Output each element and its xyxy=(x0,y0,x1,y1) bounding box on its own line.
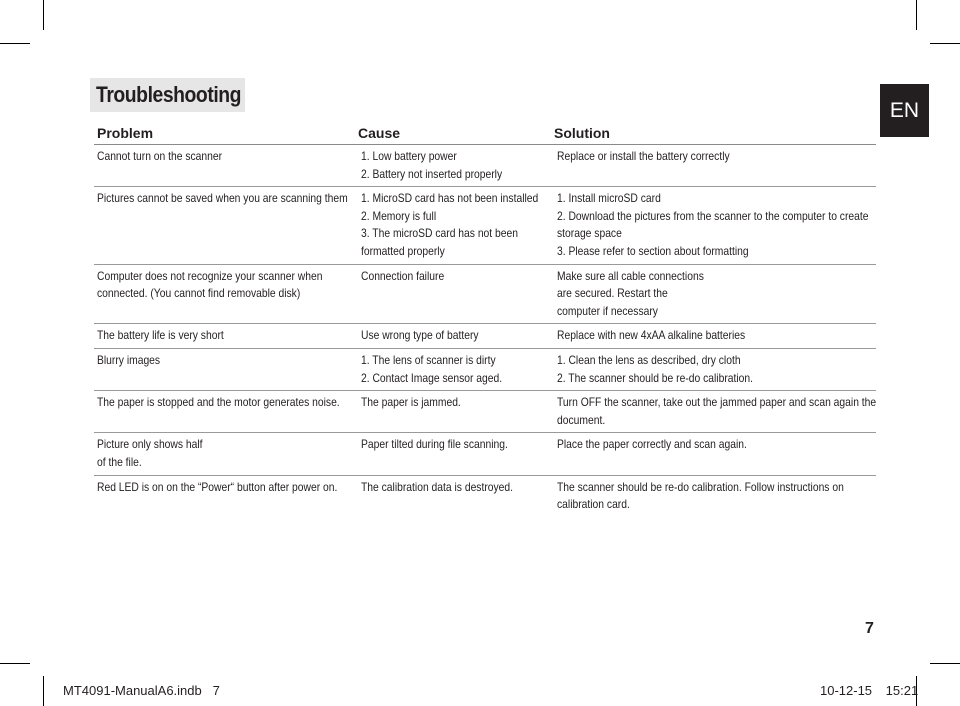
solution-text: calibration card. xyxy=(557,497,630,512)
crop-mark xyxy=(0,43,30,44)
table-row xyxy=(94,264,876,324)
cause-text: Connection failure xyxy=(361,268,445,283)
troubleshooting-table xyxy=(94,124,876,517)
table-header-row xyxy=(94,124,876,145)
cause-text: 2. Contact Image sensor aged. xyxy=(361,370,503,385)
footer-time: 15:21 xyxy=(885,683,919,698)
cause-cell xyxy=(358,433,554,475)
cause-text: 2. Battery not inserted properly xyxy=(361,166,503,181)
solution-text: document. xyxy=(557,412,606,427)
table-row xyxy=(94,145,876,187)
solution-text: Make sure all cable connections xyxy=(557,268,704,283)
cause-text: 1. Low battery power xyxy=(361,149,457,163)
solution-text: storage space xyxy=(557,226,622,241)
cause-text: Use wrong type of battery xyxy=(361,328,479,343)
cause-text: The paper is jammed. xyxy=(361,395,461,410)
crop-mark xyxy=(0,663,30,664)
footer-timestamp xyxy=(820,683,918,698)
problem-text: connected. (You cannot find removable disk) xyxy=(97,286,301,301)
cause-cell xyxy=(358,145,554,187)
solution-text: 1. Install microSD card xyxy=(557,191,661,206)
crop-mark xyxy=(916,0,917,30)
solution-text: Place the paper correctly and scan again. xyxy=(557,437,747,452)
solution-text: Replace with new 4xAA alkaline batteries xyxy=(557,328,746,343)
table-row xyxy=(94,324,876,349)
crop-mark xyxy=(43,0,44,30)
footer-date: 10-12-15 xyxy=(820,683,873,698)
language-tab-label: EN xyxy=(889,98,920,122)
cause-text: formatted properly xyxy=(361,243,445,258)
cause-cell xyxy=(358,324,554,349)
cause-cell xyxy=(358,264,554,324)
solution-text: 1. Clean the lens as described, dry cloth xyxy=(557,352,741,367)
header-solution: Solution xyxy=(554,124,876,145)
solution-cell xyxy=(554,324,876,349)
solution-text: computer if necessary xyxy=(557,303,658,318)
problem-cell xyxy=(94,145,358,187)
solution-text: The scanner should be re-do calibration. Follow instructions on xyxy=(557,479,844,494)
problem-cell xyxy=(94,187,358,264)
problem-text: Computer does not recognize your scanner when xyxy=(97,268,323,283)
cause-cell xyxy=(358,391,554,433)
problem-text: of the file. xyxy=(97,454,142,469)
problem-cell xyxy=(94,264,358,324)
solution-text: 2. The scanner should be re-do calibration. xyxy=(557,370,754,385)
problem-text: The paper is stopped and the motor generates noise. xyxy=(97,395,340,410)
solution-cell xyxy=(554,348,876,390)
problem-cell xyxy=(94,475,358,517)
solution-cell xyxy=(554,264,876,324)
page-number: 7 xyxy=(865,620,874,637)
solution-text: are secured. Restart the xyxy=(557,286,668,301)
crop-mark xyxy=(930,663,960,664)
solution-cell xyxy=(554,187,876,264)
crop-mark xyxy=(930,43,960,44)
problem-text: Picture only shows half xyxy=(97,437,203,452)
problem-text: Red LED is on on the “Power“ button after power on. xyxy=(97,479,338,494)
problem-cell xyxy=(94,391,358,433)
cause-text: The calibration data is destroyed. xyxy=(361,479,514,494)
cause-text: 1. The lens of scanner is dirty xyxy=(361,352,496,367)
table-body xyxy=(94,145,876,517)
solution-cell xyxy=(554,433,876,475)
table-row xyxy=(94,475,876,517)
cause-text: 3. The microSD card has not been xyxy=(361,226,518,241)
page-title: Troubleshooting xyxy=(96,82,242,107)
cause-text: 1. MicroSD card has not been installed xyxy=(361,191,539,206)
header-cause: Cause xyxy=(358,124,554,145)
table-row xyxy=(94,187,876,264)
solution-text: 2. Download the pictures from the scanner to the computer to create xyxy=(557,208,869,223)
problem-text: The battery life is very short xyxy=(97,328,224,343)
problem-cell xyxy=(94,433,358,475)
solution-text: 3. Please refer to section about formatting xyxy=(557,243,749,258)
header-problem: Problem xyxy=(94,124,358,145)
language-tab xyxy=(880,84,929,137)
cause-cell xyxy=(358,187,554,264)
cause-text: Paper tilted during file scanning. xyxy=(361,437,508,452)
cause-cell xyxy=(358,475,554,517)
table-row xyxy=(94,391,876,433)
table-row xyxy=(94,433,876,475)
solution-cell xyxy=(554,145,876,187)
problem-text: Blurry images xyxy=(97,352,161,367)
cause-text: 2. Memory is full xyxy=(361,208,437,223)
table-row xyxy=(94,348,876,390)
problem-cell xyxy=(94,348,358,390)
problem-text: Pictures cannot be saved when you are scanning them xyxy=(97,191,348,206)
problem-text: Cannot turn on the scanner xyxy=(97,149,223,163)
cause-cell xyxy=(358,348,554,390)
crop-mark xyxy=(43,676,44,706)
problem-cell xyxy=(94,324,358,349)
solution-text: Replace or install the battery correctly xyxy=(557,149,730,163)
solution-cell xyxy=(554,391,876,433)
solution-cell xyxy=(554,475,876,517)
footer-file-label: MT4091-ManualA6.indb 7 xyxy=(63,683,220,698)
solution-text: Turn OFF the scanner, take out the jammed paper and scan again the xyxy=(557,395,877,410)
